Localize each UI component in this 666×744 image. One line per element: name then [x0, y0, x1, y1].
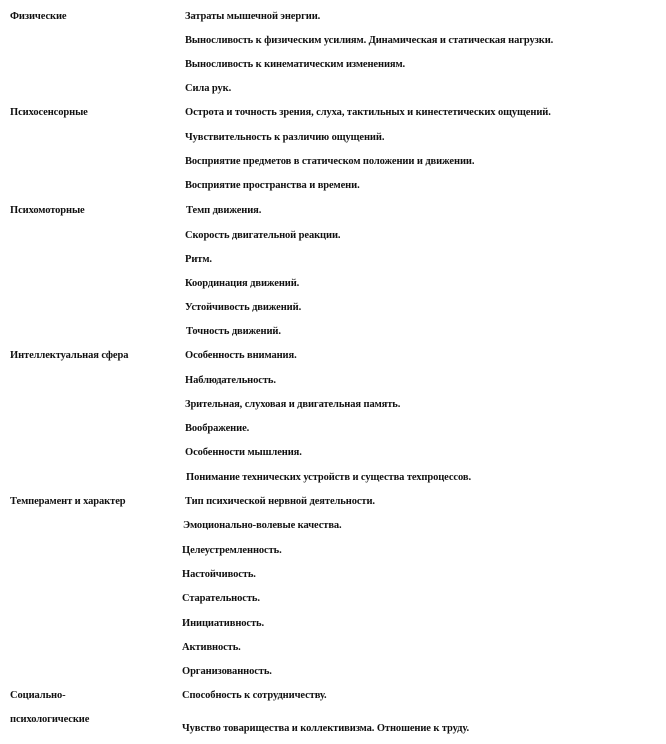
category-sociopsychological-label-line2: психологические: [10, 714, 90, 725]
list-item: Восприятие пространства и времени.: [185, 180, 360, 191]
list-item: Особенность внимания.: [185, 350, 297, 361]
list-item: Скорость двигательной реакции.: [185, 230, 341, 241]
category-sociopsychological-label-line1: Социально-: [10, 690, 66, 701]
category-psychomotor-label: Психомоторные: [10, 205, 85, 216]
list-item: Наблюдательность.: [185, 375, 276, 386]
category-temperament-label: Темперамент и характер: [10, 496, 126, 507]
list-item: Настойчивость.: [182, 569, 256, 580]
list-item: Чувствительность к различию ощущений.: [185, 132, 385, 143]
list-item: Инициативность.: [182, 618, 265, 629]
list-item: Устойчивость движений.: [185, 302, 302, 313]
list-item: Острота и точность зрения, слуха, тактильных и кинестетических ощущений.: [185, 107, 551, 118]
list-item: Целеустремленность.: [182, 545, 282, 556]
list-item: Ритм.: [185, 254, 212, 265]
category-psychosensory-label: Психосенсорные: [10, 107, 88, 118]
list-item: Затраты мышечной энергии.: [185, 11, 321, 22]
list-item: Понимание технических устройств и существа техпроцессов.: [186, 472, 471, 483]
list-item: Способность к сотрудничеству.: [182, 690, 327, 701]
list-item: Особенности мышления.: [185, 447, 302, 458]
list-item: Точность движений.: [186, 326, 281, 337]
list-item: Сила рук.: [185, 83, 232, 94]
list-item: Старательность.: [182, 593, 260, 604]
list-item: Зрительная, слуховая и двигательная память.: [185, 399, 401, 410]
list-item: Выносливость к физическим усилиям. Динамическая и статическая нагрузки.: [185, 35, 554, 46]
list-item: Выносливость к кинематическим изменениям.: [185, 59, 406, 70]
category-physical-label: Физические: [10, 11, 67, 22]
list-item: Эмоционально-волевые качества.: [183, 520, 342, 531]
list-item: Активность.: [182, 642, 241, 653]
list-item: Восприятие предметов в статическом положении и движении.: [185, 156, 475, 167]
list-item: Организованность.: [182, 666, 272, 677]
list-item: Координация движений.: [185, 278, 300, 289]
list-item: Чувство товарищества и коллективизма. Отношение к труду.: [182, 723, 469, 734]
list-item: Воображение.: [185, 423, 250, 434]
list-item: Темп движения.: [186, 205, 262, 216]
category-intellectual-label: Интеллектуальная сфера: [10, 350, 129, 361]
list-item: Тип психической нервной деятельности.: [185, 496, 375, 507]
